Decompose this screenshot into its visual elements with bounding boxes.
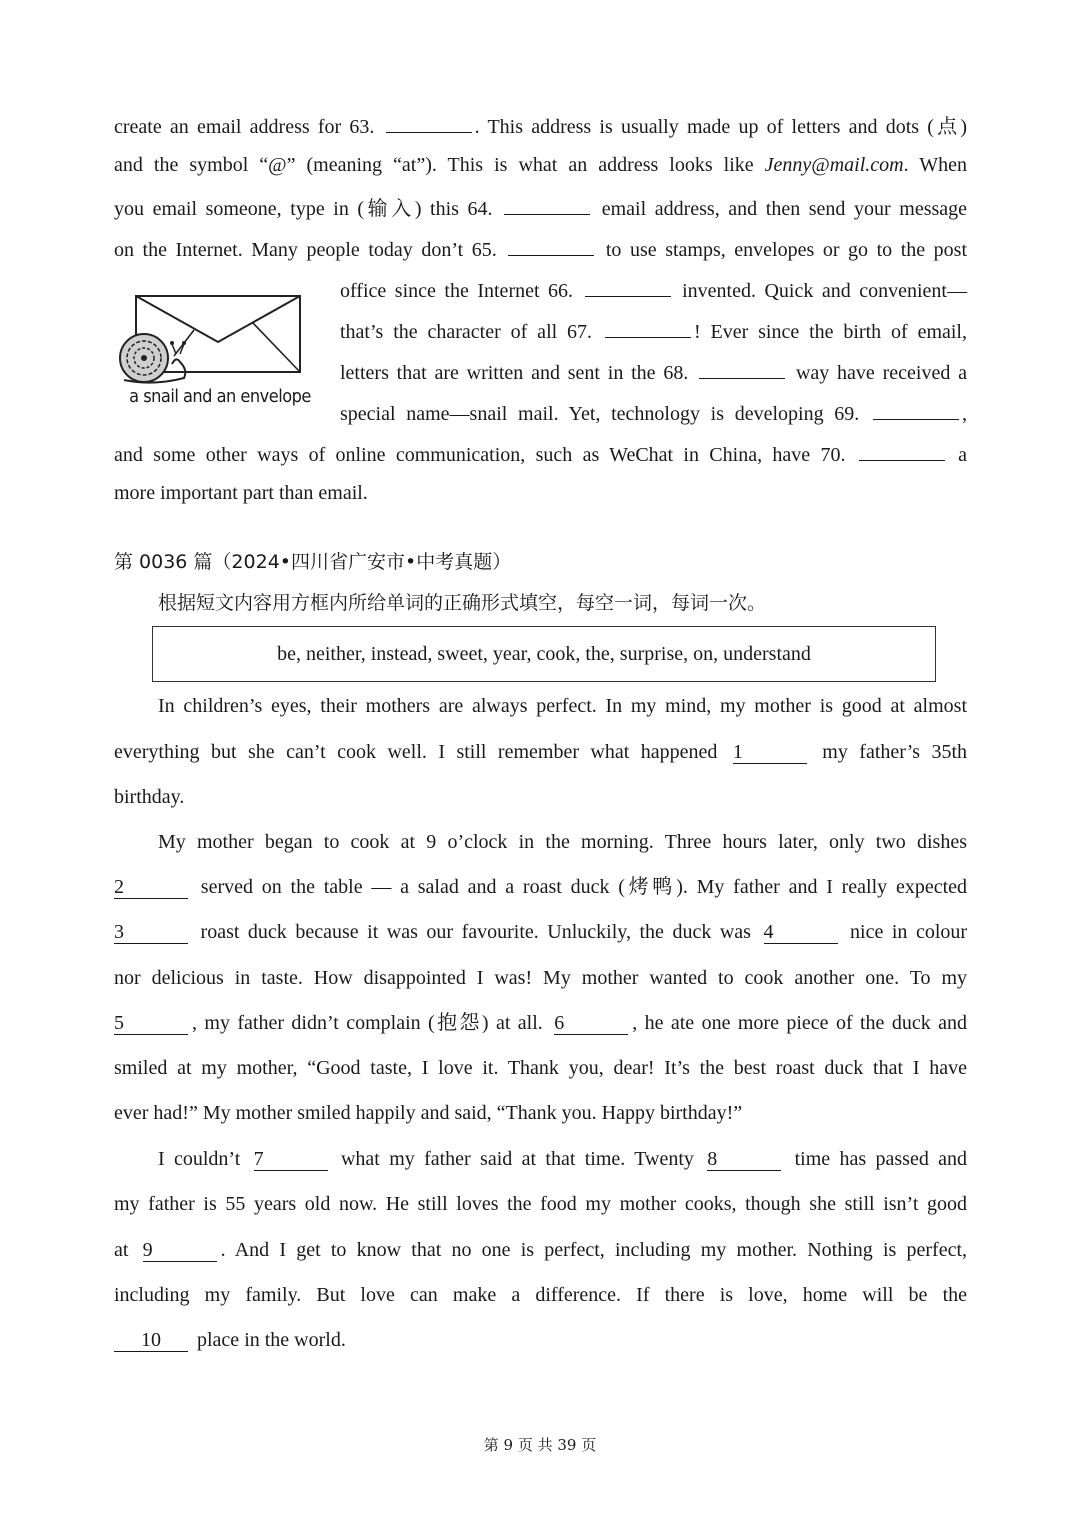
passage-line: including my family. But love can make a difference. If there is love, home will be the: [114, 1284, 967, 1306]
page-footer: 第 9 页 共 39 页: [483, 1436, 597, 1454]
answer-blank-3[interactable]: 3: [114, 921, 188, 944]
passage-line: my father is 55 years old now. He still loves the food my mother cooks, though she still isn’t good: [114, 1193, 967, 1215]
answer-blank-6[interactable]: 6: [554, 1012, 628, 1035]
passage-line: that’s the character of all 67. ! Ever since the birth of email,: [340, 317, 967, 344]
passage-line: office since the Internet 66. invented. Quick and convenient—: [340, 276, 967, 303]
passage-line: 10 place in the world.: [114, 1328, 967, 1352]
answer-blank-4[interactable]: 4: [764, 921, 838, 944]
passage-line: 2 served on the table — a salad and a roast duck (烤鸭). My father and I really expected: [114, 876, 968, 898]
section-heading: 第 0036 篇（2024•四川省广安市•中考真题）: [114, 551, 512, 573]
answer-blank-65[interactable]: [508, 235, 594, 256]
answer-blank-10[interactable]: 10: [114, 1329, 188, 1352]
passage-line: 5 , my father didn’t complain (抱怨) at all. 6 , he ate one more piece of the duck and: [114, 1012, 967, 1034]
passage-line: at 9 . And I get to know that no one is perfect, including my mother. Nothing is perfect,: [114, 1239, 968, 1261]
passage-line: 3 roast duck because it was our favourite. Unluckily, the duck was 4 nice in colour: [114, 921, 968, 943]
word-bank-text: be, neither, instead, sweet, year, cook, the, surprise, on, understand: [277, 642, 811, 665]
passage-line: I couldn’t 7 what my father said at that time. Twenty 8 time has passed and: [158, 1148, 968, 1170]
passage-line: nor delicious in taste. How disappointed I was! My mother wanted to cook another one. To my: [114, 967, 967, 989]
answer-blank-64[interactable]: [504, 194, 590, 215]
passage-line: and some other ways of online communication, such as WeChat in China, have 70. a: [114, 440, 967, 467]
passage-line: more important part than email.: [114, 482, 368, 504]
passage-line: special name—snail mail. Yet, technology is developing 69. ,: [340, 399, 967, 426]
passage-line: on the Internet. Many people today don’t 65. to use stamps, envelopes or go to the post: [114, 235, 967, 262]
figure-caption: a snail and an envelope: [129, 386, 311, 407]
answer-blank-5[interactable]: 5: [114, 1012, 188, 1035]
answer-blank-70[interactable]: [859, 440, 945, 461]
passage-line: letters that are written and sent in the 68. way have received a: [340, 358, 967, 385]
passage-line: everything but she can’t cook well. I still remember what happened 1 my father’s 35th: [114, 741, 968, 763]
passage-line: In children’s eyes, their mothers are always perfect. In my mind, my mother is good at almost: [158, 695, 967, 717]
passage-line: smiled at my mother, “Good taste, I love it. Thank you, dear! It’s the best roast duck that I have: [114, 1057, 967, 1079]
word-bank-box: [152, 626, 936, 682]
passage-line: and the symbol “@” (meaning “at”). This is what an address looks like Jenny@mail.com. When: [114, 154, 967, 176]
answer-blank-1[interactable]: 1: [733, 741, 807, 764]
answer-blank-68[interactable]: [699, 358, 785, 379]
answer-blank-9[interactable]: 9: [143, 1239, 217, 1262]
passage-line: ever had!” My mother smiled happily and said, “Thank you. Happy birthday!”: [114, 1102, 743, 1124]
answer-blank-69[interactable]: [873, 399, 959, 420]
passage-line: you email someone, type in (输入) this 64. email address, and then send your message: [114, 194, 967, 221]
answer-blank-66[interactable]: [585, 276, 671, 297]
answer-blank-67[interactable]: [605, 317, 691, 338]
snail-envelope-figure: [114, 290, 326, 414]
passage-line: birthday.: [114, 786, 185, 808]
answer-blank-2[interactable]: 2: [114, 876, 188, 899]
passage-line: create an email address for 63. . This address is usually made up of letters and dots (点): [114, 112, 967, 139]
answer-blank-63[interactable]: [386, 112, 472, 133]
snail-envelope-illustration: [114, 290, 326, 390]
section-instruction: 根据短文内容用方框内所给单词的正确形式填空，每空一词，每词一次。: [158, 592, 767, 614]
answer-blank-8[interactable]: 8: [707, 1148, 781, 1171]
passage-line: My mother began to cook at 9 o’clock in the morning. Three hours later, only two dishes: [158, 831, 967, 853]
answer-blank-7[interactable]: 7: [254, 1148, 328, 1171]
